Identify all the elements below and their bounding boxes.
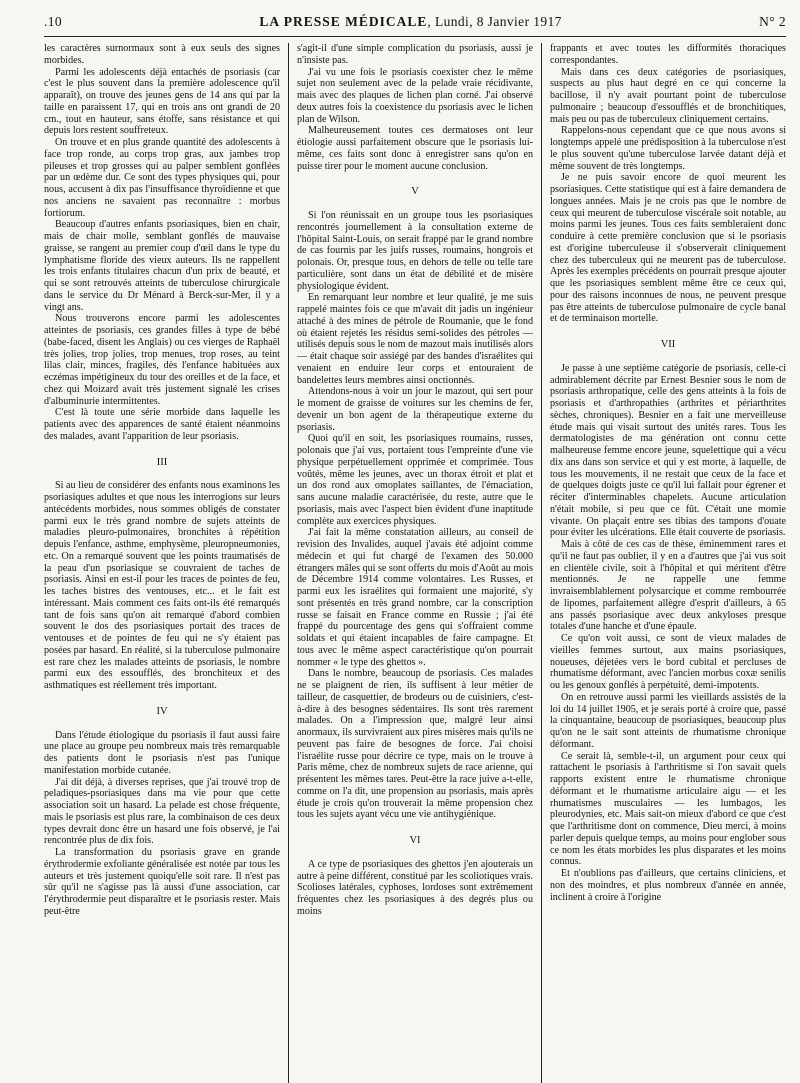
paragraph: On trouve et en plus grande quantité des adolescents à face trop ronde, au corps trop gras, aux jambes trop pileuses et trop grosses qui au palper semblent gonflées par un œdème dur. Ce sont des types physiques qui, pour nous, accusent à dix pas l'insuffisance thyroïdienne et que nos anciens ne savaient pas reconnaître : morbus fortiorum. bbox=[44, 137, 280, 219]
issue-number: N° 2 bbox=[759, 14, 786, 29]
paragraph: s'agit-il d'une simple complication du psoriasis, aussi je n'insiste pas. bbox=[297, 43, 533, 66]
column-1 bbox=[44, 43, 280, 1083]
paragraph: Beaucoup d'autres enfants psoriasiques, bien en chair, mais de chair molle, semblant gonflés de mauvaise graisse, se rangent au premier coup d'œil dans le type du lymphatisme floride des vieux auteurs. Ils ne rappellent les trois enfants titulaires chacun d'un prix de beauté, et qui se sont retrouvés atteints de tuberculose chirurgicale dans le service du Dr Ménard à Berck-sur-Mer, il y a vingt ans. bbox=[44, 219, 280, 313]
paragraph: C'est là toute une série morbide dans laquelle les patients avec des apparences de santé étaient néanmoins des malades, avant l'apparition de leur psoriasis. bbox=[44, 407, 280, 442]
paragraph: Si au lieu de considérer des enfants nous examinons les psoriasiques adultes et que nous les interrogions sur leurs antécédents morbides, nous sommes obligés de constater parmi eux le très grand nombre de sujets atteints de maladies pleuro-pulmonaires, bronchites à répétition depuis l'enfance, asthme, emphysème, pleuropneumonies, etc. On a remarqué souvent que les points traumatisés de la peau d'un psoriasique se couvraient de taches de psoriasis. Ainsi en est-il pour les traces de pointes de feu, les taches bistres des ventouses, etc... et le fait est intéressant. Mais comment ces faits ont-ils été remarqués tant de fois sans qu'on ait remarqué d'abord combien souvent le dos des psoriasiques portait des traces de ventouses et de pointes de feu qui ne s'y étaient pas posées par hasard. En réalité, si la tuberculose pulmonaire est rare chez les malades atteints de psoriasis, le nombre parmi eux des essoufflés, des bronchiteux et des asthmatiques est réellement très important. bbox=[44, 480, 280, 691]
paragraph: Si l'on réunissait en un groupe tous les psoriasiques rencontrés journellement à la consultation externe de l'hôpital Saint-Louis, on serait frappé par le grand nombre de cas fournis par les juifs russes, roumains, hongrois et polonais. Or, presque tous, en dehors de telle ou telle tare particulière, sont dans un état de débilité et de misère physiologique évident. bbox=[297, 210, 533, 292]
paragraph: Je passe à une septième catégorie de psoriasis, celle-ci admirablement décrite par Ernest Besnier sous le nom de psoriasis arthropatique, celle des gens atteints à la fois de psoriasis et d'arthropathies (arthrites et périarthrites sèches, chroniques). Besnier en a fait une merveilleuse étude mais qui visait surtout des unités rares. Tous les dermatologistes de ma génération ont connu cette malheureuse femme encore jeune, squelettique qui a vécu dix ans dans son service et qui y est morte, à laquelle, de tous les mouvements, il ne restait que ceux de la face et de quelques doigts juste ce qu'il lui fallait pour égrener et réciter d'interminables chapelets. Aucune articulation n'était mobile, si peu que ce fût. C'était une momie vivante. On plaçait entre ses tibias des tampons d'ouate pour éviter les ulcérations. Elle était couverte de psoriasis. bbox=[550, 362, 786, 539]
issue-date: , Lundi, 8 Janvier 1917 bbox=[427, 14, 562, 29]
section-heading: VII bbox=[660, 339, 676, 350]
page-header bbox=[44, 14, 786, 37]
masthead bbox=[62, 14, 759, 30]
paragraph: frappants et avec toutes les difformités thoraciques correspondantes. bbox=[550, 43, 786, 66]
paragraph: On en retrouve aussi parmi les vieillards assistés de la loi du 14 juillet 1905, et je serais porté à croire que, passé la cinquantaine, beaucoup de psoriasiques, beaucoup plus qu'on ne le sait sont atteints de rhumatisme chronique déformant. bbox=[550, 691, 786, 750]
paragraph: J'ai vu une fois le psoriasis coexister chez le même sujet non seulement avec de la pelade vraie récidivante, mais avec des plaques de lichen plan corné. J'ai observé deux autres fois la coexistence du psoriasis avec le lichen plan de Wilson. bbox=[297, 66, 533, 125]
page-number: .10 bbox=[44, 14, 63, 29]
paragraph: Ce qu'on voit aussi, ce sont de vieux malades de vieilles femmes surtout, aux mains psoriasiques, noueuses, déjetées vers le bord cubital et percluses de rhumatisme déformant, avec l'ancien morbus coxæ senilis ou les genoux gonflés à perpétuité, demi-impotents. bbox=[550, 633, 786, 691]
section-heading: IV bbox=[156, 705, 168, 717]
paragraph: Mais à côté de ces cas de thèse, éminemment rares et qu'il ne faut pas oublier, il y en a d'autres que j'ai vus soit en clientèle civile, soit à l'hôpital et qui méritent d'être mentionnés. Je ne rappelle une femme invraisemblablement polysarcique et comme rembourrée de lipomes, parfaitement allègre d'esprit d'ailleurs, à 65 ans passés psoriasique avec deux ankyloses presque totales d'une hanche et d'une épaule. bbox=[550, 539, 786, 633]
section-heading: III bbox=[156, 456, 168, 468]
column-divider bbox=[288, 43, 289, 1083]
column-divider bbox=[541, 43, 542, 1083]
paragraph: Ce serait là, semble-t-il, un argument pour ceux qui rattachent le psoriasis à l'arthritisme si l'on savait quels rapports existent entre le rhumatisme chronique déformant et le rhumatisme articulaire aigu — et les rhumatismes musculaires — les lumbagos, les pleurodynies, etc. Mais sait-on mieux d'abord ce que c'est que l'arthritisme dont on commence, Dieu merci, à moins parler depuis quelque temps, au moins pour englober sous ce nom les états morbides les plus disparates et les moins connus. bbox=[550, 750, 786, 868]
text-columns bbox=[44, 43, 786, 1083]
section-heading: VI bbox=[409, 835, 421, 846]
publication-title: LA PRESSE MÉDICALE bbox=[259, 14, 428, 29]
paragraph: J'ai fait la même constatation ailleurs, au conseil de revision des Invalides, auquel j'avais été adjoint comme médecin et qui fut chargé de l'examen des 50.000 étrangers mâles qui se sont offerts du mois d'Août au mois de Décembre 1914 comme volontaires. Les Russes, et parmi eux les israélites qui formaient une majorité, s'y sont présentés en très grand nombre, car la conscription russe se faisait en France comme en Russie ; j'ai été frappé du pourcentage des gens qui s'offraient comme soldats et qui étaient incapables de faire campagne. Et tous avec le même aspect caractéristique qu'on pourrait nommer « le type des ghettos ». bbox=[297, 527, 533, 668]
paragraph: Attendons-nous à voir un jour le mazout, qui sert pour le moment de graisse de voitures sur les chemins de fer, devenir un bon agent de la thérapeutique externe du psoriasis. bbox=[297, 386, 533, 433]
paragraph: Rappelons-nous cependant que ce que nous avons si longtemps appelé une prédisposition à la tuberculose n'est le plus souvent qu'une tuberculose larvée datant déjà et même souvent de très longtemps. bbox=[550, 125, 786, 172]
paragraph: Quoi qu'il en soit, les psoriasiques roumains, russes, polonais que j'ai vus, portaient tous l'empreinte d'une vie physique perpétuellement opprimée et comprimée. Tous voûtés, même les jeunes, avec un thorax étroit et plat et un dos rond aux omoplates saillantes, de l'émaciation, sans aucune maladie caractérisée, du reste, autre que le psoriasis, mais avec l'aspect bien évident d'une inaptitude complète aux exercices physiques. bbox=[297, 433, 533, 527]
paragraph: Nous trouverons encore parmi les adolescentes atteintes de psoriasis, ces grandes filles à type de bébé (babe-faced, disent les Anglais) ou ces vierges de Raphaël très jolies, trop jolies, trop menues, trop roses, au teint lilas clair, minces, fragiles, dès l'enfance habituées aux eczémas impétigineux du tour des oreilles et de la face, et chez qui Moizard avait très justement signalé les crises d'albuminurie intermittentes. bbox=[44, 313, 280, 407]
paragraph: Dans le nombre, beaucoup de psoriasis. Ces malades ne se plaignent de rien, ils suffisent à leur métier de tailleur, de casquettier, de brodeurs ou de cuisiniers, c'est-à-dire à des besognes sédentaires. Ils sont très rarement malades. On a l'impression que, malgré leur ainsi anormaux, ils survivraient aux pires misères mais qu'ils ne peuvent pas faire de besognes de force. J'ai choisi l'israélite russe pour décrire ce type, mais on le trouve à Paris même, chez de nombreux sujets de race arienne, qui présentent les mêmes tares. Peut-être la race juive a-t-elle, comme on l'a dit, une propension au psoriasis, mais après étude je crois qu'on trouverait la même propension chez tous les sujets ayant vécu une vie antihygiénique. bbox=[297, 668, 533, 821]
paragraph: Je ne puis savoir encore de quoi meurent les psoriasiques. Cette statistique qui est à faire demandera de longues années. Mais je ne crois pas que le nombre de ceux qui meurent de tuberculose viscérale soit notable, au moins parmi les jeunes. Tous ces faits sembleraient donc conduire à cette première conclusion que si le psoriasis est d'origine tuberculeuse il s'observerait cliniquement chez des tuberculeux qui ne meurent pas de tuberculose. Après les exemples précédents on pourrait presque ajouter que les psoriasiques semblent même être ce ceux qui, pour des raisons inconnues de nous, ne peuvent presque pas être atteints de tuberculose pulmonaire de cycle banal et de terminaison mortelle. bbox=[550, 172, 786, 325]
paragraph: A ce type de psoriasiques des ghettos j'en ajouterais un autre à peine différent, constitué par les scoliotiques vrais. Scolioses latérales, cyphoses, lordoses sont extrêmement fréquentes chez les psoriasiques à des degrés plus ou moins bbox=[297, 858, 533, 917]
paragraph: La transformation du psoriasis grave en grande érythrodermie exfoliante généralisée est notée par tous les auteurs et très justement quoiqu'elle soit rare. Il n'est pas sûr qu'il ne s'agisse pas là aussi d'une association, car l'érythrodermie peut disparaître et le psoriasis rester. Mais peut-être bbox=[44, 847, 280, 917]
column-3 bbox=[550, 43, 786, 1083]
column-2 bbox=[297, 43, 533, 1083]
paragraph: Parmi les adolescents déjà entachés de psoriasis (car c'est le plus souvent dans la première adolescence qu'il apparaît), on trouve des jeunes gens de 14 ans qui par la taille en paraissent 17, qui en trois ans ont grandi de 20 cm., tout en hauteur, sans étoffe, sans résistance et qui depuis lors restent souffreteux. bbox=[44, 66, 280, 137]
paragraph: Et n'oublions pas d'ailleurs, que certains cliniciens, et non des moindres, et plus nombreux d'année en année, inclinent à croire à l'origine bbox=[550, 868, 786, 903]
paragraph: Dans l'étude étiologique du psoriasis il faut aussi faire une place au groupe peu nombreux mais très remarquable des patients dont le psoriasis n'est pas l'unique manifestation morbide cutanée. bbox=[44, 729, 280, 776]
section-heading: V bbox=[411, 186, 419, 198]
paragraph: les caractères surnormaux sont à eux seuls des signes morbides. bbox=[44, 43, 280, 66]
paragraph: Malheureusement toutes ces dermatoses ont leur étiologie aussi parfaitement obscure que le psoriasis lui-même, ces faits sont donc à enregistrer sans qu'on en puisse tirer pour le moment aucune conclusion. bbox=[297, 125, 533, 172]
paragraph: Mais dans ces deux catégories de psoriasiques, suspects au plus haut degré en ce qui concerne la bacillose, il n'y avait pourtant point de tuberculose pulmonaire ; beaucoup d'essoufflés et de bronchitiques, mais peu ou pas de tuberculeux cliniquement certains. bbox=[550, 66, 786, 125]
paragraph: J'ai dit déjà, à diverses reprises, que j'ai trouvé trop de peladiques-psoriasiques dans ma vie pour que cette association soit un hasard. La pelade est chose fréquente, mais le psoriasis est plus rare, la combinaison de ces deux types devrait donc être un hasard une fois observé, je l'ai rencontrée plus de dix fois. bbox=[44, 776, 280, 847]
paragraph: En remarquant leur nombre et leur qualité, je me suis rappelé maintes fois ce que m'avait dit jadis un ingénieur attaché à des mines de pétrole de Roumanie, que le fond où étaient rejetés les résidus semi-solides des pétroles — utilisés depuis sous le nom de mazout mais inutilisés alors — était chaque soir assiégé par des bandes d'israélites qui venaient en enduire leur corps et entouraient de bandelettes leurs membres ainsi onctionnés. bbox=[297, 292, 533, 386]
